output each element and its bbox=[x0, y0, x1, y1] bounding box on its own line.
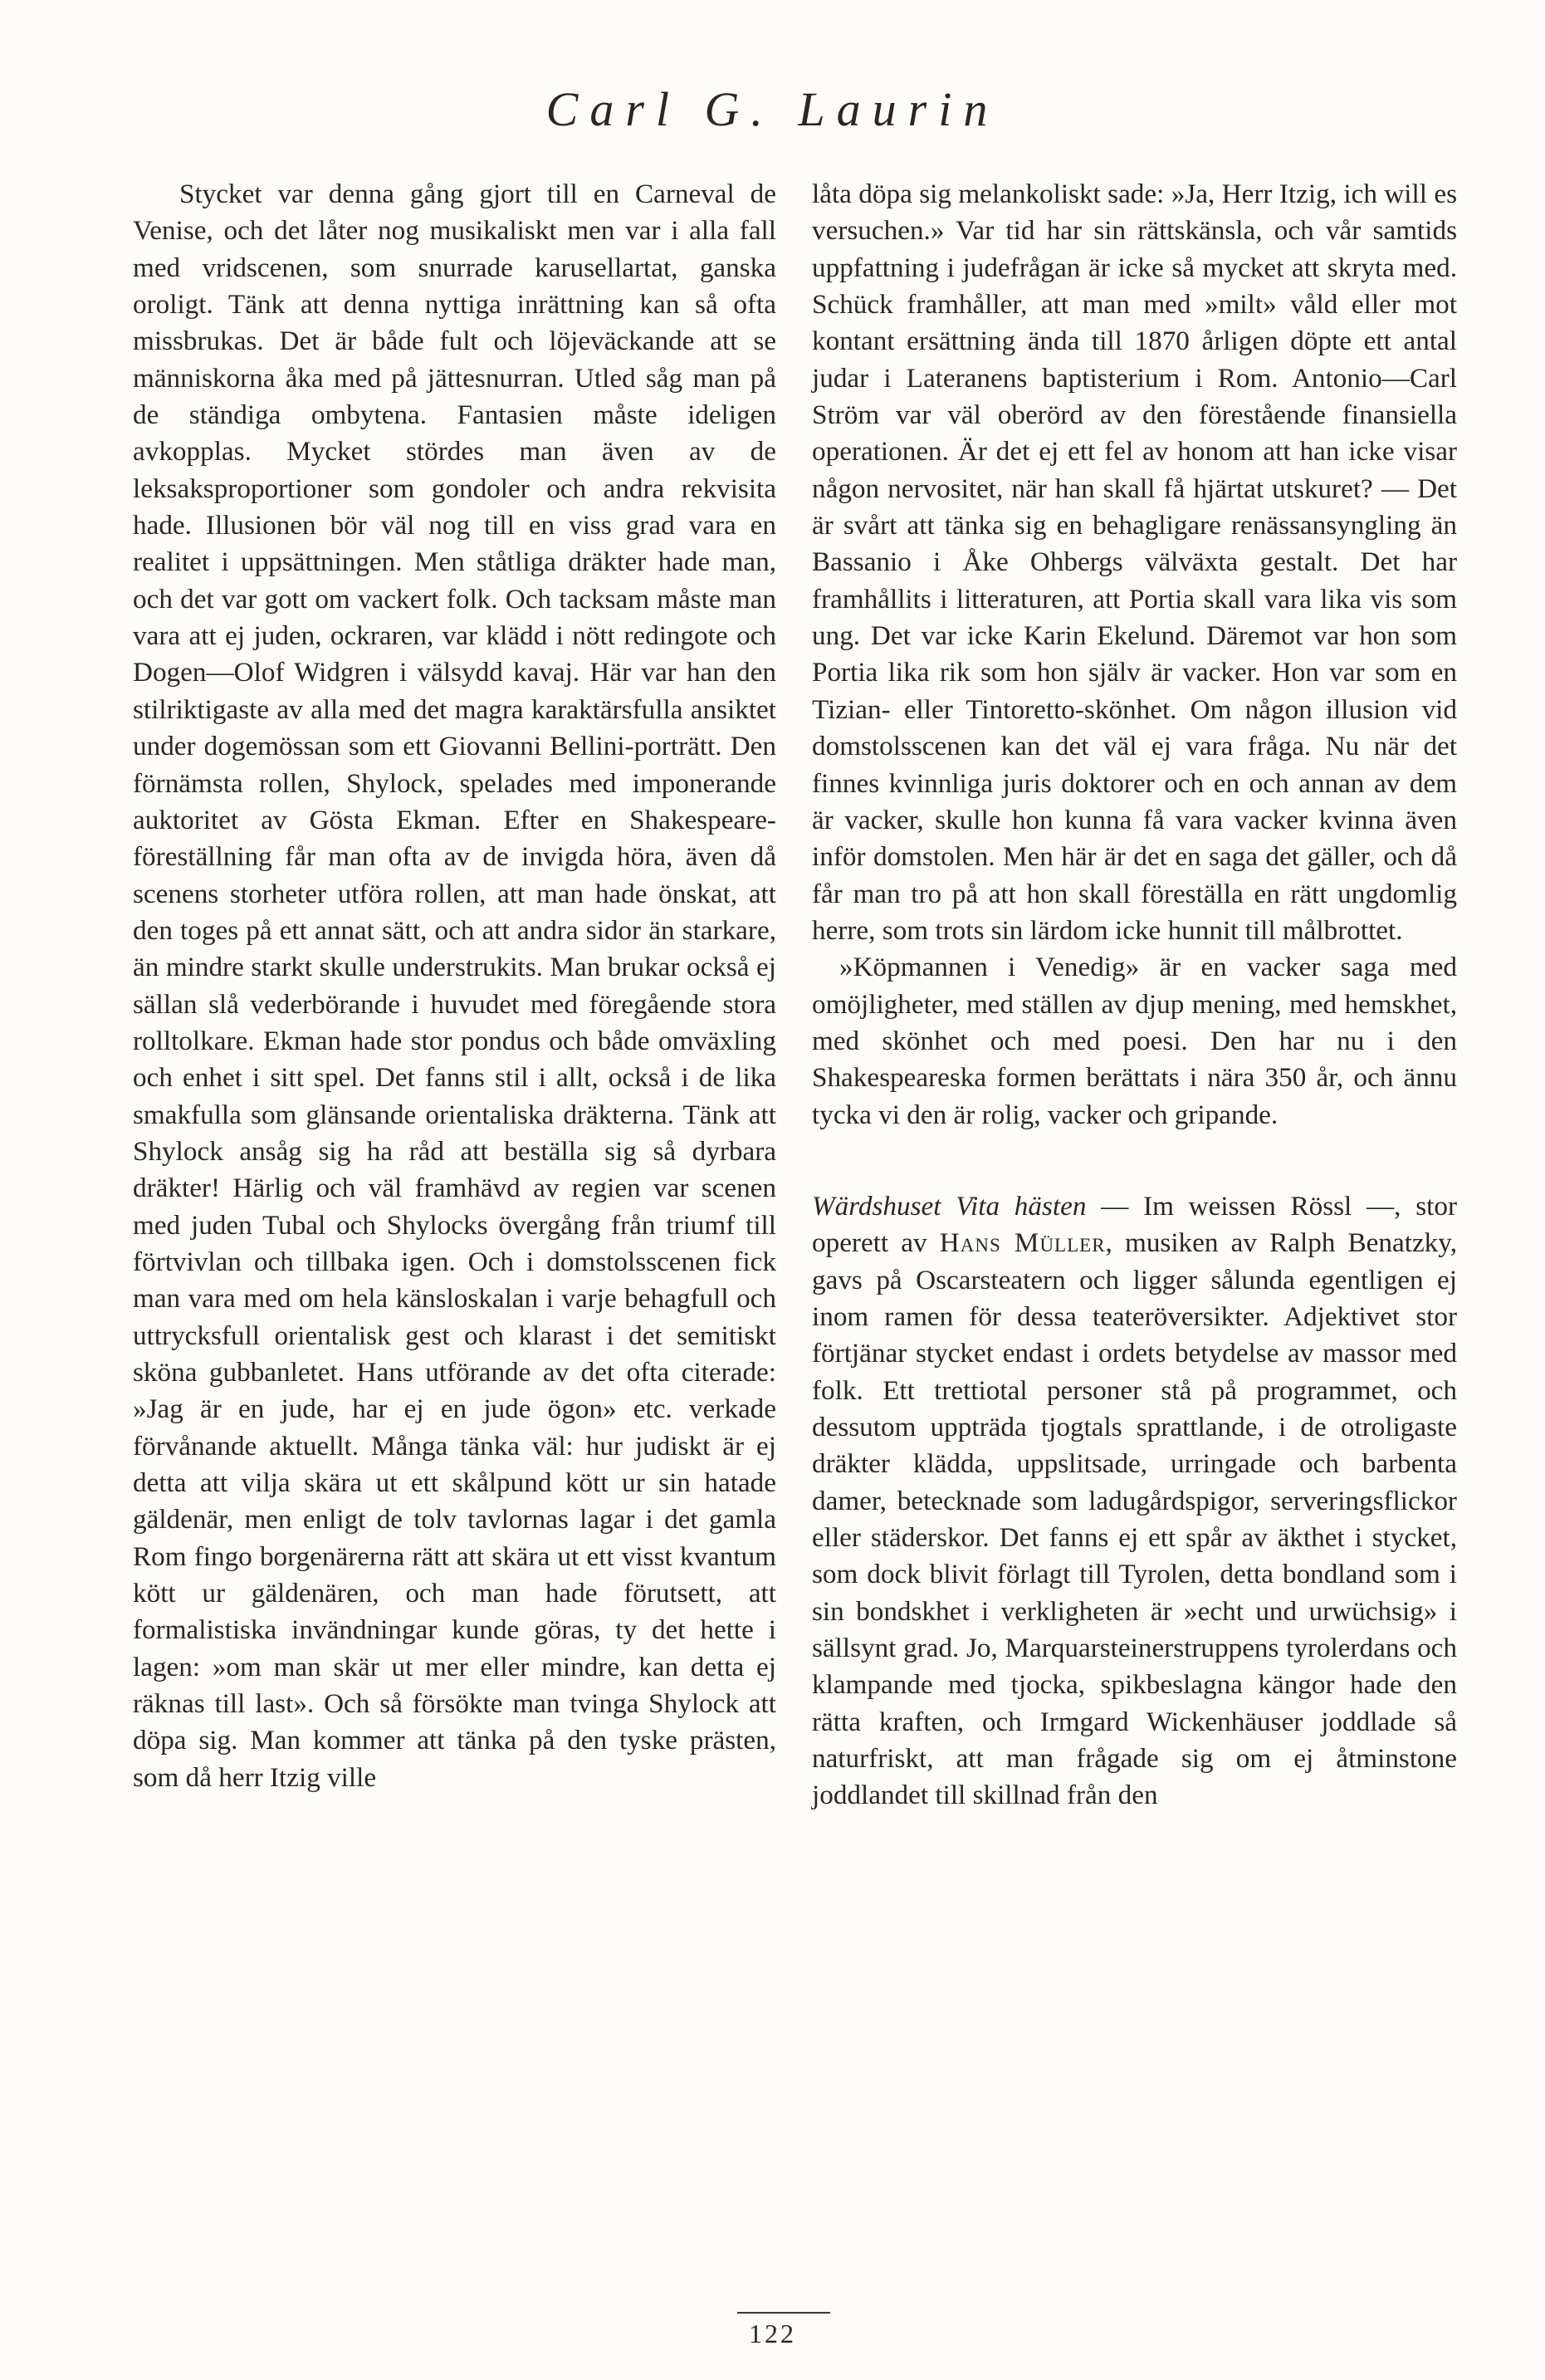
footer-rule bbox=[737, 2312, 830, 2314]
left-paragraph-1: Stycket var denna gång gjort till en Carneval de Venise, och det låter nog musikaliskt men var i alla fall med vridscenen, som snurrade karusellartat, ganska oroligt. Tänk att denna nyttiga inrättning kan så ofta missbrukas. Det är både fult och löjeväckande att se människorna åka med på jättesnurran. Utled såg man på de ständiga ombytena. Fantasien måste ideligen avkopplas. Mycket stördes man även av de leksaksproportioner som gondoler och andra rekvisita hade. Illusionen bör väl nog till en viss grad vara en realitet i uppsättningen. Men ståtliga dräkter hade man, och det var gott om vackert folk. Och tacksam måste man vara att ej juden, ockraren, var klädd i nött redingote och Dogen—Olof Widgren i välsydd kavaj. Här var han den stilriktigaste av alla med det magra karaktärsfulla ansiktet under dogemössan som ett Giovanni Bellini-porträtt. Den förnämsta rollen, Shylock, spelades med imponerande auktoritet av Gösta Ekman. Efter en Shakespeare-föreställning får man ofta av de invigda höra, även då scenens storheter utföra rollen, att man hade önskat, att den toges på ett annat sätt, och att andra sidor än starkare, än mindre starkt skulle understrukits. Man brukar också ej sällan slå vederbörande i huvudet med föregående stora rolltolkare. Ekman hade stor pondus och både omväxling och enhet i sitt spel. Det fanns stil i allt, också i de lika smakfulla som glänsande orientaliska dräkterna. Tänk att Shylock ansåg sig ha råd att beställa sig så dyrbara dräkter! Härlig och väl framhävd av regien var scenen med juden Tubal och Shylocks övergång från triumf till förtvivlan och tillbaka igen. Och i domstolsscenen fick man vara med om hela känsloskalan i varje behagfull och uttrycksfull orientalisk gest och klarast i det semitiskt sköna gubbanletet. Hans utförande av det ofta citerade: »Jag är en jude, har ej en jude ögon» etc. verkade förvånande aktuellt. Många tänka väl: hur judiskt är ej detta att vilja skära ut ett skålpund kött ur sin hatade gäldenär, men enligt de tolv tavlornas lagar i det gamla Rom fingo borgenärerna rätt att skära ut ett visst kvantum kött ur gäldenären, och man hade förutsett, att formalistiska invändningar kunde göras, ty det hette i lagen: »om man skär ut mer eller mindre, kan detta ej räknas till last». Och så försökte man tvinga Shylock att döpa sig. Man kommer att tänka på den tyske prästen, som då herr Itzig ville bbox=[133, 179, 776, 1793]
section-text-part-2: , musiken av Ralph Benatzky, gavs på Oscarsteatern och ligger sålunda egentligen ej inom ramen för dessa teateröversikter. Adjektivet stor förtjänar stycket endast i ordets betydelse av massor med folk. Ett trettiotal personer stå på programmet, och dessutom uppträda tjogtals sprattlande, i de otroligaste dräkter klädda, uppslitsade, urringade och barbenta damer, betecknade som ladugårdspigor, serveringsflickor eller städerskor. Det fanns ej ett spår av äkthet i stycket, som dock blivit förlagt till Tyrolen, detta bondland som i sin bondskhet i verkligheten är »echt und urwüchsig» i sällsynt grad. Jo, Marquarsteinerstruppens tyrolerdans och klampande med tjocka, spikbeslagna kängor hade den rätta kraften, och Irmgard Wickenhäuser joddlade så naturfriskt, att man frågade sig om ej åtminstone joddlandet till skillnad från den bbox=[812, 1227, 1458, 1811]
right-paragraph-1: låta döpa sig melankoliskt sade: »Ja, Herr Itzig, ich will es versuchen.» Var tid har sin rättskänsla, och vår samtids uppfattning i judefrågan är icke så mycket att skryta med. Schück framhåller, att man med »milt» våld eller mot kontant ersättning ända till 1870 årligen döpte ett antal judar i Lateranens baptisterium i Rom. Antonio—Carl Ström var väl oberörd av den förestående finansiella operationen. Är det ej ett fel av honom att han icke visar någon nervositet, när han skall få hjärtat utskuret? — Det är svårt att tänka sig en behagligare renässansyngling än Bassanio i Åke Ohbergs välväxta gestalt. Det har framhållits i litteraturen, att Portia skall vara lika vis som ung. Det var icke Karin Ekelund. Däremot var hon som Portia lika rik som hon själv är vacker. Hon var som en Tizian- eller Tintoretto-skönhet. Om någon illusion vid domstolsscenen kan det väl ej vara fråga. Nu när det finnes kvinnliga juris doktorer och en och annan av dem är vacker, skulle hon kunna få vara vacker kvinna även inför domstolen. Men här är det en saga det gäller, och då får man tro på att hon skall föreställa en rätt ungdomlig herre, som trots sin lärdom icke hunnit till målbrottet. bbox=[812, 179, 1457, 946]
right-paragraph-2: »Köpmannen i Venedig» är en vacker saga med omöjligheter, med ställen av djup mening, med hemskhet, med skönhet och med poesi. Den har nu i den Shakespeareska formen berättats i nära 350 år, och ännu tycka vi den är rolig, vacker och gripande. bbox=[812, 952, 1457, 1130]
section-author: Hans Müller bbox=[939, 1227, 1106, 1259]
right-paragraph-3 bbox=[812, 1188, 1457, 1814]
running-title: Carl G. Laurin bbox=[545, 82, 1000, 136]
page-number: 122 bbox=[749, 2319, 796, 2348]
section-title: Wärdshuset Vita hästen bbox=[812, 1190, 1087, 1222]
left-column bbox=[133, 176, 776, 1796]
right-column bbox=[812, 176, 1457, 1814]
section-text-part-1: — Im weissen Rössl —, stor operett av bbox=[812, 1190, 1457, 1259]
